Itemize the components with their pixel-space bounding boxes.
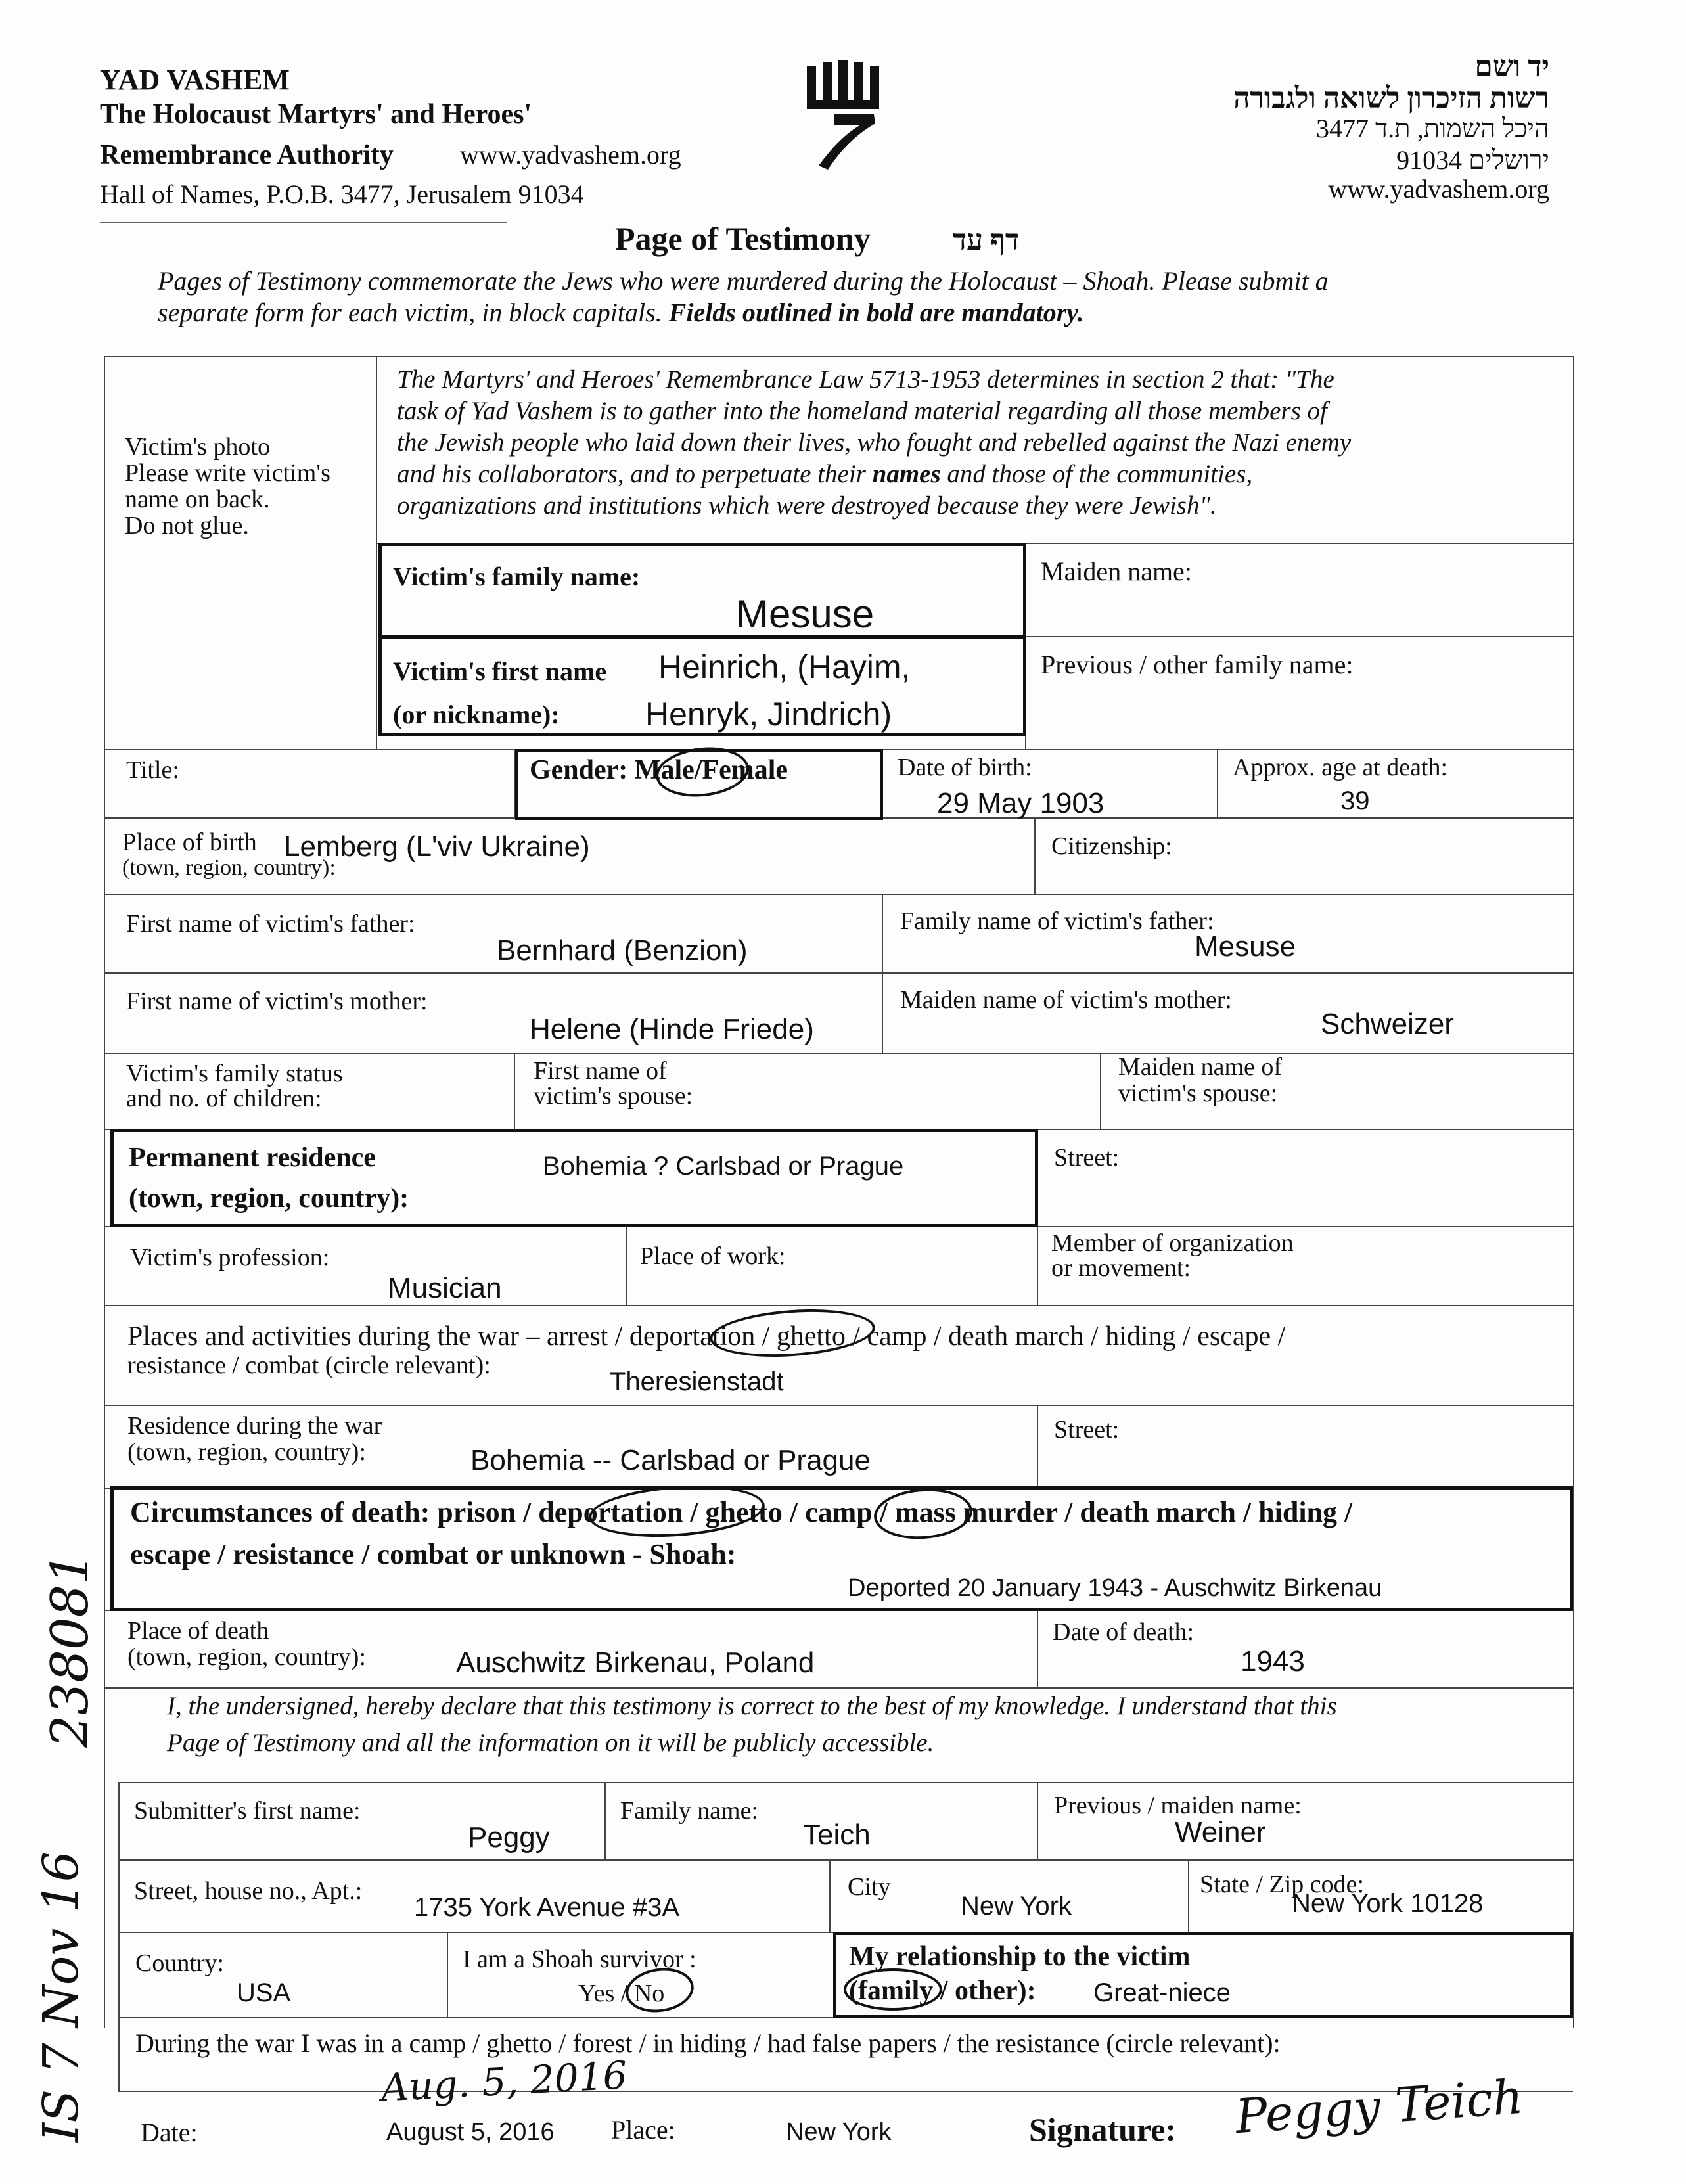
first-name-sublabel: (or nickname): <box>393 700 560 729</box>
page-title: Page of Testimony <box>615 220 871 257</box>
war-street-label: Street: <box>1054 1416 1120 1444</box>
mother-maiden-value[interactable]: Schweizer <box>1321 1008 1454 1040</box>
places-sublabel: resistance / combat (circle relevant): <box>127 1352 491 1379</box>
address-he-line1: היכל השמות, ת.ד 3477 <box>1315 114 1549 143</box>
relationship-value[interactable]: Great-niece <box>1093 1978 1231 2007</box>
dob-divider <box>1217 749 1218 817</box>
date-value[interactable]: August 5, 2016 <box>386 2118 555 2146</box>
pod-sublabel: (town, region, country): <box>127 1643 367 1671</box>
photo-line2: Please write victim's <box>125 459 330 487</box>
war-res-label: Residence during the war <box>127 1412 382 1440</box>
pod-divider <box>1037 1610 1038 1687</box>
maiden-name-label: Maiden name: <box>1041 557 1192 586</box>
dod-label: Date of death: <box>1053 1618 1195 1646</box>
website-left: www.yadvashem.org <box>460 140 681 170</box>
city-value[interactable]: New York <box>961 1892 1072 1921</box>
pob-sublabel: (town, region, country): <box>122 855 336 880</box>
family-name-label: Victim's family name: <box>393 562 641 591</box>
intro-line1: Pages of Testimony commemorate the Jews who were murdered during the Holocaust – Shoah. Please submit a <box>158 266 1329 296</box>
intro-mandatory-note: Fields outlined in bold are mandatory. <box>668 298 1084 327</box>
org-name-en: YAD VASHEM <box>100 64 290 96</box>
dob-label: Date of birth: <box>898 754 1032 781</box>
member-label: Member of organization <box>1051 1229 1294 1257</box>
dob-value[interactable]: 29 May 1903 <box>937 787 1105 819</box>
submitter-first-value[interactable]: Peggy <box>468 1821 550 1854</box>
perm-res-sublabel: (town, region, country): <box>129 1183 409 1214</box>
pob-value[interactable]: Lemberg (L'viv Ukraine) <box>284 830 590 863</box>
submitter-prev-label: Previous / maiden name: <box>1054 1792 1302 1819</box>
family-circle <box>844 1968 942 2011</box>
father-first-label: First name of victim's father: <box>126 910 415 938</box>
place-label: Place: <box>611 2115 675 2145</box>
header-divider <box>100 222 507 223</box>
row-places-top <box>104 1305 1573 1306</box>
age-value[interactable]: 39 <box>1340 786 1370 815</box>
submitter-prev-value[interactable]: Weiner <box>1175 1816 1266 1848</box>
state-value[interactable]: New York 10128 <box>1292 1889 1484 1918</box>
father-family-label: Family name of victim's father: <box>900 907 1214 935</box>
mother-first-label: First name of victim's mother: <box>126 988 428 1015</box>
member-sublabel: or movement: <box>1051 1254 1191 1282</box>
declaration-line1: I, the undersigned, hereby declare that this testimony is correct to the best of my knowledge. I understand that this <box>167 1692 1337 1720</box>
work-divider <box>1037 1226 1038 1305</box>
row-status-top <box>104 1053 1573 1054</box>
sub-divider2 <box>1037 1782 1038 1859</box>
perm-res-value[interactable]: Bohemia ? Carlsbad or Prague <box>543 1152 904 1181</box>
spouse-maiden-label: Maiden name of <box>1118 1053 1283 1081</box>
pod-label: Place of death <box>127 1617 269 1645</box>
place-value[interactable]: New York <box>786 2118 892 2146</box>
dod-value[interactable]: 1943 <box>1241 1645 1305 1677</box>
circumstances-label: Circumstances of death: prison / deportation / ghetto / camp / mass murder / death march / hiding / <box>130 1496 1353 1528</box>
war-res-sublabel: (town, region, country): <box>127 1438 367 1466</box>
street-value[interactable]: 1735 York Avenue #3A <box>414 1893 680 1922</box>
country-value[interactable]: USA <box>237 1978 291 2007</box>
perm-res-label: Permanent residence <box>129 1143 376 1173</box>
pob-divider <box>1034 817 1036 894</box>
gender-male[interactable]: Male <box>634 755 695 785</box>
intro-line2: separate form for each victim, in block capitals. Fields outlined in bold are mandatory. <box>158 298 1084 327</box>
places-value[interactable]: Theresienstadt <box>610 1367 784 1396</box>
row-mother-top <box>104 972 1573 974</box>
relationship-sublabel: (family / other): <box>849 1976 1036 2006</box>
title-label: Title: <box>126 756 179 784</box>
submitter-family-value[interactable]: Teich <box>803 1819 871 1851</box>
places-label: Places and activities during the war – arrest / deportation / ghetto / camp / death march / hiding / escape / <box>127 1321 1286 1352</box>
org-subtitle-en: The Holocaust Martyrs' and Heroes' <box>100 99 532 129</box>
spouse-first-sublabel: victim's spouse: <box>534 1082 693 1110</box>
row-warres-top <box>104 1405 1573 1406</box>
address-he-line2: ירושלים 91034 <box>1396 145 1549 175</box>
during-war-label: During the war I was in a camp / ghetto / forest / in hiding / had false papers / the resistance (circle relevant): <box>135 2028 1281 2058</box>
row-street-top <box>118 1859 1573 1861</box>
photo-line4: Do not glue. <box>125 512 249 539</box>
date-handwritten: Aug. 5, 2016 <box>380 2053 629 2110</box>
country-divider <box>447 1932 448 2017</box>
profession-value[interactable]: Musician <box>388 1272 502 1304</box>
address-en: Hall of Names, P.O.B. 3477, Jerusalem 91034 <box>100 179 584 209</box>
spouse-first-label: First name of <box>534 1057 667 1085</box>
family-name-value[interactable]: Mesuse <box>736 592 875 636</box>
country-label: Country: <box>135 1949 225 1977</box>
row-father-top <box>104 894 1573 895</box>
frame-right <box>1573 356 1574 2028</box>
website-right: www.yadvashem.org <box>1328 174 1549 204</box>
relationship-label: My relationship to the victim <box>849 1942 1191 1972</box>
date-label: Date: <box>141 2118 198 2147</box>
father-family-value[interactable]: Mesuse <box>1195 930 1296 963</box>
yad-vashem-logo <box>795 60 900 172</box>
family-status-sublabel: and no. of children: <box>126 1085 322 1112</box>
prof-divider <box>626 1226 627 1305</box>
work-label: Place of work: <box>640 1242 786 1270</box>
mother-maiden-label: Maiden name of victim's mother: <box>900 986 1232 1014</box>
org-subtitle-he: רשות הזיכרון לשואה ולגבורה <box>1233 82 1549 114</box>
maiden-bottom <box>1025 636 1573 637</box>
street-divider <box>829 1859 831 1932</box>
signature-label: Signature: <box>1029 2111 1177 2148</box>
row-decl-top <box>104 1687 1573 1689</box>
first-name-label: Victim's first name <box>393 656 607 686</box>
photo-line3: name on back. <box>125 486 270 513</box>
first-name-value1[interactable]: Heinrich, (Hayim, <box>658 648 911 685</box>
frame-left <box>104 356 105 2028</box>
submitter-first-label: Submitter's first name: <box>134 1797 361 1825</box>
circumstances-value[interactable]: Deported 20 January 1943 - Auschwitz Birkenau <box>848 1574 1382 1602</box>
sub-frame-left <box>118 1782 120 2091</box>
perm-street-label: Street: <box>1054 1144 1120 1172</box>
survivor-label: I am a Shoah survivor : <box>463 1945 696 1973</box>
pob-label: Place of birth <box>122 829 257 856</box>
profession-label: Victim's profession: <box>130 1244 330 1271</box>
signature-value: Peggy Teich <box>1233 2068 1525 2145</box>
frame-top <box>104 356 1573 357</box>
spouse-maiden-sublabel: victim's spouse: <box>1118 1080 1278 1107</box>
org-authority-en: Remembrance Authority <box>100 140 394 170</box>
family-status-label: Victim's family status <box>126 1060 343 1087</box>
status-divider <box>514 1053 515 1129</box>
war-res-value[interactable]: Bohemia -- Carlsbad or Prague <box>470 1444 871 1476</box>
age-label: Approx. age at death: <box>1233 754 1448 781</box>
gender-label: Gender: Male/Female <box>530 755 788 785</box>
pod-value[interactable]: Auschwitz Birkenau, Poland <box>456 1647 815 1679</box>
org-name-he: יד ושם <box>1474 51 1549 83</box>
declaration-line2: Page of Testimony and all the information on it will be publicly accessible. <box>167 1729 934 1757</box>
survivor-options[interactable]: Yes / No <box>578 1980 665 2007</box>
photo-line1: Victim's photo <box>125 433 270 461</box>
state-label: State / Zip code: <box>1200 1871 1365 1898</box>
row-sub-top <box>118 1782 1573 1783</box>
margin-stamp: IS 7 Nov 16 <box>33 1851 89 2142</box>
sub-divider1 <box>604 1782 606 1859</box>
city-divider <box>1188 1859 1189 1932</box>
law-text: The Martyrs' and Heroes' Remembrance Law 5713-1953 determines in section 2 that: "The task of Yad Vashem is to gather into the homeland material regarding all those members of the Jewish people who laid down their lives, who fought and rebelled against the Nazi enemy and his collaborators, and to perpetuate their names and those of the communities, organizations and institutions which were destroyed because they were Jewish". <box>397 365 1352 520</box>
photo-divider <box>376 356 377 749</box>
warres-divider <box>1037 1405 1038 1488</box>
spouse-divider <box>1100 1053 1101 1129</box>
submitter-family-label: Family name: <box>620 1797 759 1825</box>
first-name-value2[interactable]: Henryk, Jindrich) <box>645 696 892 733</box>
street-label: Street, house no., Apt.: <box>134 1877 363 1905</box>
father-first-value[interactable]: Bernhard (Benzion) <box>497 934 748 967</box>
mother-first-value[interactable]: Helene (Hinde Friede) <box>530 1013 814 1045</box>
gender-female[interactable]: Female <box>702 755 788 785</box>
citizenship-label: Citizenship: <box>1051 832 1172 860</box>
prev-family-label: Previous / other family name: <box>1041 650 1354 679</box>
deportation-circle-war <box>708 1304 877 1361</box>
circumstances-sublabel: escape / resistance / combat or unknown - Shoah: <box>130 1538 737 1570</box>
city-label: City <box>848 1873 891 1901</box>
margin-number: 238081 <box>41 1552 100 1748</box>
page-title-he: דף עד <box>953 224 1020 256</box>
